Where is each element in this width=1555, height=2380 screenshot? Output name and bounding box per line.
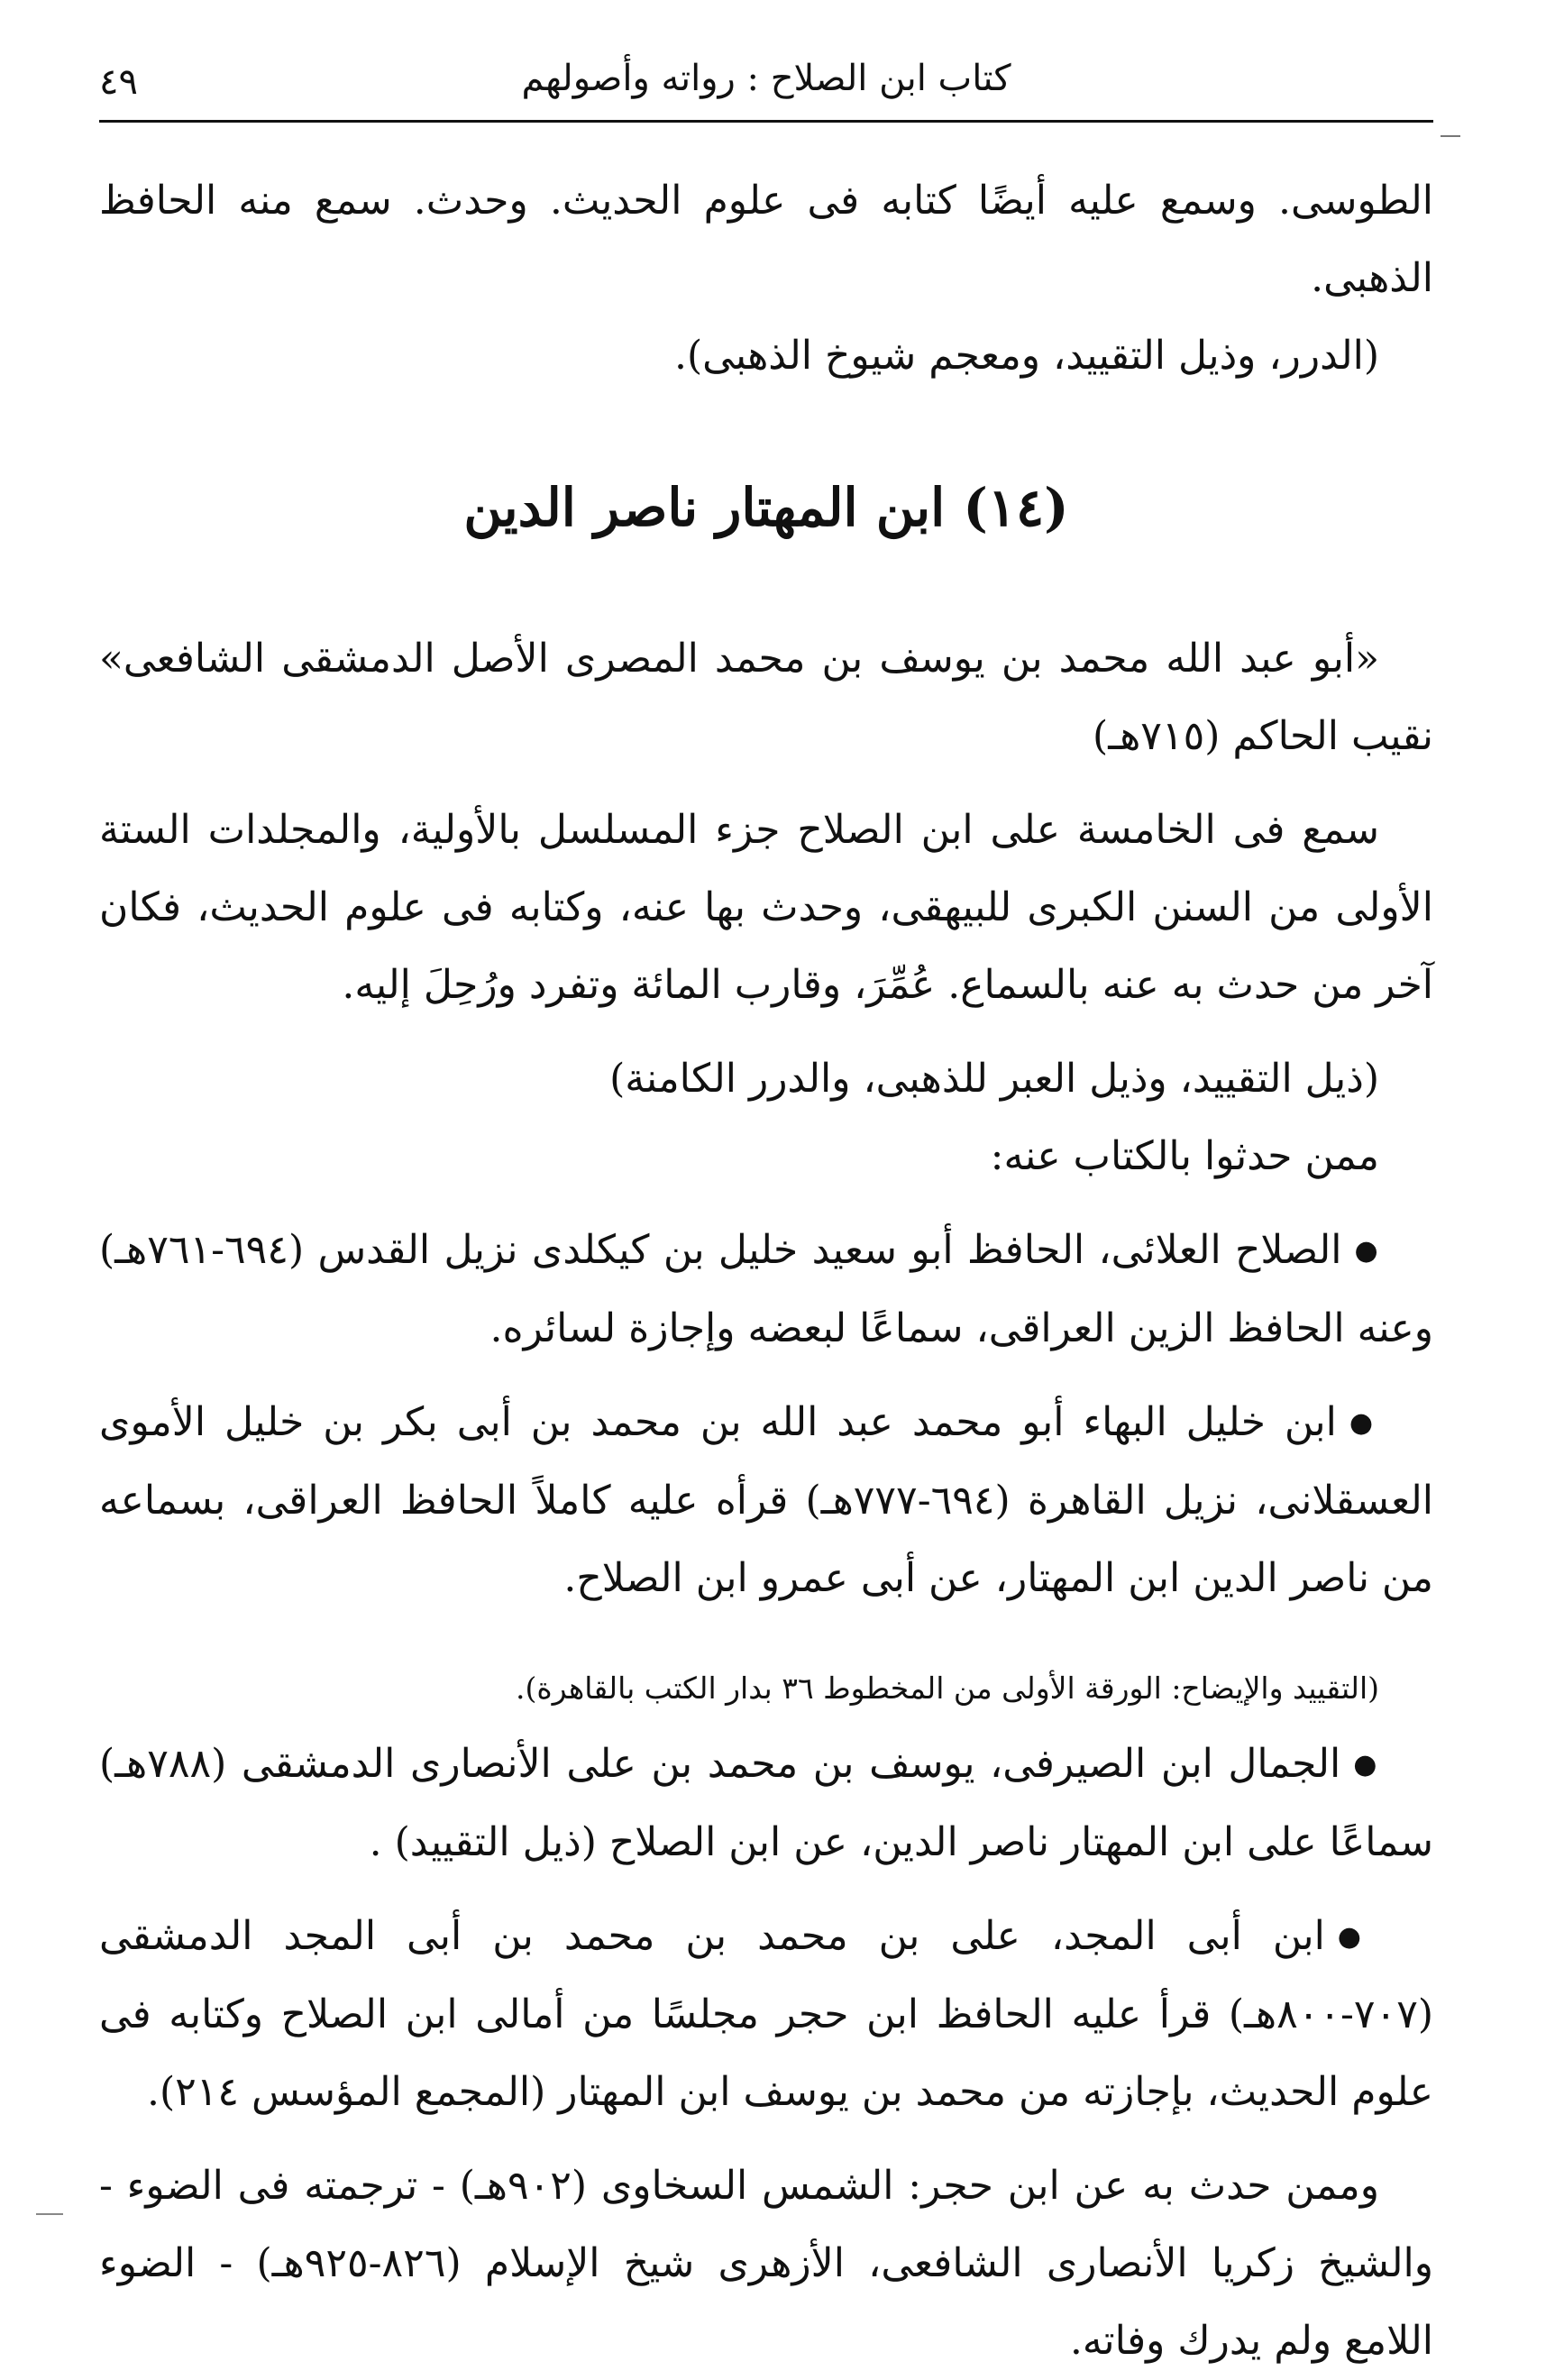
header-rule-mark: [1441, 135, 1460, 137]
intro-paragraph: الطوسى. وسمع عليه أيضًا كتابه فى علوم الحديث. وحدث. سمع منه الحافظ الذهبى.: [99, 178, 1433, 301]
narrator-item: [99, 1212, 1433, 1368]
page-body: [99, 162, 1433, 2380]
section-heading: (١٤) ابن المهتار ناصر الدين: [463, 477, 1069, 538]
running-title: كتاب ابن الصلاح : رواته وأصولهم: [521, 58, 1011, 99]
narrator-item: [99, 1898, 1433, 2131]
intro-sources: (الدرر، وذيل التقييد، ومعجم شيوخ الذهبى).: [674, 333, 1379, 379]
identity-paragraph: «أبو عبد الله محمد بن يوسف بن محمد المصرى الأصل الدمشقى الشافعى» نقيب الحاكم (٧١٥هـ): [99, 636, 1433, 759]
bullet-icon: ●: [1349, 1407, 1379, 1439]
narrators-intro: ممن حدثوا بالكتاب عنه:: [990, 1133, 1379, 1179]
closing-paragraph: وممن حدث به عن ابن حجر: الشمس السخاوى (٩٠٢هـ) - ترجمته فى الضوء - والشيخ زكريا الأنصارى الشافعى، الأزهرى شيخ الإسلام (٨٢٦-٩٢٥هـ) - الضوء اللامع ولم يدرك وفاته.: [99, 2163, 1433, 2364]
page-header: [99, 45, 1433, 108]
page-number: ٤٩: [99, 61, 138, 103]
header-rule: [99, 120, 1433, 123]
narrator-text: ابن خليل البهاء أبو محمد عبد الله بن محمد بن أبى بكر بن خليل الأموى العسقلانى، نزيل القاهرة (٦٩٤-٧٧٧هـ) قرأه عليه كاملاً الحافظ العراقى، بسماعه من ناصر الدين ابن المهتار، عن أبى عمرو ابن الصلاح.: [99, 1399, 1433, 1601]
manuscript-note: (التقييد والإيضاح: الورقة الأولى من المخطوط ٣٦ بدار الكتب بالقاهرة).: [516, 1671, 1379, 1706]
biography-sources: (ذيل التقييد، وذيل العبر للذهبى، والدرر الكامنة): [609, 1056, 1379, 1102]
narrator-text: الصلاح العلائى، الحافظ أبو سعيد خليل بن كيكلدى نزيل القدس (٦٩٤-٧٦١هـ) وعنه الحافظ الزين العراقى، سماعًا لبعضه وإجازة لسائره.: [99, 1227, 1433, 1351]
narrator-item: [99, 1384, 1433, 1617]
bullet-icon: ●: [1337, 1921, 1379, 1953]
narrator-text: الجمال ابن الصيرفى، يوسف بن محمد بن على الأنصارى الدمشقى (٧٨٨هـ) سماعًا على ابن المهتار ناصر الدين، عن ابن الصلاح (ذيل التقييد) .: [99, 1741, 1433, 1865]
narrator-item: [99, 1726, 1433, 1881]
biography-paragraph: سمع فى الخامسة على ابن الصلاح جزء المسلسل بالأولية، والمجلدات الستة الأولى من السنن الكبرى للبيهقى، وحدث بها عنه، وكتابه فى علوم الحديث، فكان آخر من حدث به عنه بالسماع. عُمِّرَ، وقارب المائة وتفرد ورُحِلَ إليه.: [99, 807, 1433, 1008]
bullet-icon: ●: [1354, 1235, 1379, 1267]
bullet-icon: ●: [1353, 1749, 1379, 1780]
narrator-text: ابن أبى المجد، على بن محمد بن محمد بن أبى المجد الدمشقى (٧٠٧-٨٠٠هـ) قرأ عليه الحافظ ابن حجر مجلسًا من أمالى ابن الصلاح وكتابه فى علوم الحديث، بإجازته من محمد بن يوسف ابن المهتار (المجمع المؤسس ٢١٤).: [99, 1913, 1433, 2115]
margin-mark: [36, 2213, 63, 2215]
